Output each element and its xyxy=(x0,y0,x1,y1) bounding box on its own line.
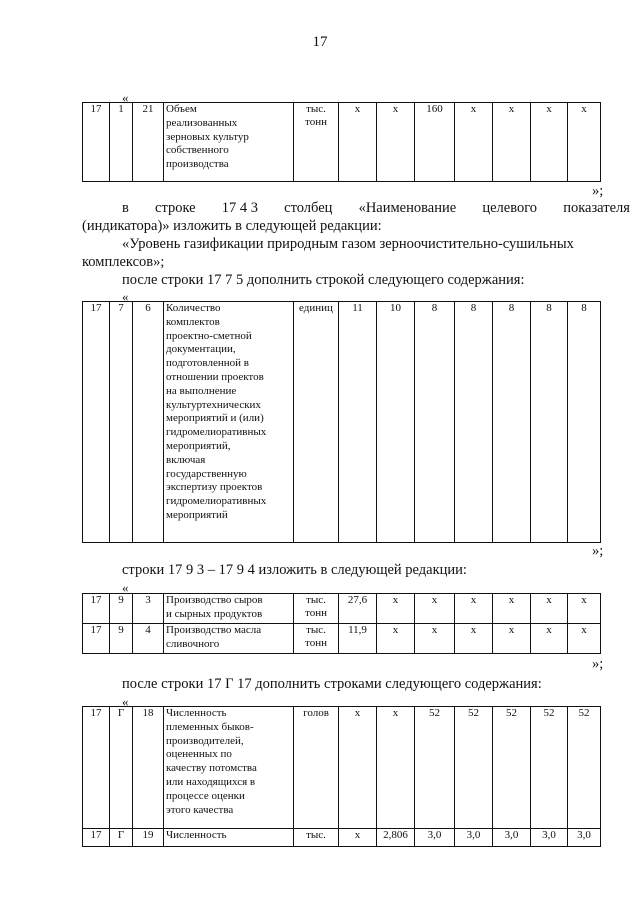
value: 8 xyxy=(455,302,493,543)
table-row xyxy=(83,707,601,829)
value: х xyxy=(531,103,568,182)
value: 3,0 xyxy=(455,829,493,847)
paragraph-line: «Уровень газификации природным газом зерноочистительно-сушильных xyxy=(122,236,574,252)
quote-close: »; xyxy=(592,656,604,672)
unit: голов xyxy=(294,707,339,829)
quote-open: « xyxy=(122,580,129,595)
value: х xyxy=(568,624,601,654)
code-2: 9 xyxy=(110,624,133,654)
quote-open: « xyxy=(122,90,129,105)
code-2: Г xyxy=(110,707,133,829)
code-1: 17 xyxy=(83,103,110,182)
value: х xyxy=(568,594,601,624)
unit: тыс. тонн xyxy=(294,594,339,624)
unit: единиц xyxy=(294,302,339,543)
paragraph-line: после строки 17 7 5 дополнить строкой следующего содержания: xyxy=(122,272,525,288)
value: х xyxy=(455,594,493,624)
paragraph-line: комплексов»; xyxy=(82,254,165,270)
code-2: 7 xyxy=(110,302,133,543)
value: х xyxy=(339,829,377,847)
value: х xyxy=(455,624,493,654)
value: 8 xyxy=(531,302,568,543)
code-3: 19 xyxy=(133,829,164,847)
paragraph-line: (индикатора)» изложить в следующей редакции: xyxy=(82,218,382,234)
code-1: 17 xyxy=(83,707,110,829)
value: 11 xyxy=(339,302,377,543)
value: 8 xyxy=(568,302,601,543)
value: х xyxy=(377,707,415,829)
table-row xyxy=(83,829,601,847)
value: 8 xyxy=(493,302,531,543)
indicator-name: Производство сыров и сырных продуктов xyxy=(164,594,294,624)
code-3: 6 xyxy=(133,302,164,543)
code-2: 1 xyxy=(110,103,133,182)
quote-open: « xyxy=(122,289,129,304)
quote-close: »; xyxy=(592,543,604,559)
unit: тыс. тонн xyxy=(294,624,339,654)
value: 3,0 xyxy=(568,829,601,847)
code-1: 17 xyxy=(83,829,110,847)
value: 3,0 xyxy=(415,829,455,847)
value: х xyxy=(377,103,415,182)
paragraph-line: в строке 17 4 3 столбец «Наименование целевого показателя xyxy=(122,200,630,216)
value: х xyxy=(531,624,568,654)
code-1: 17 xyxy=(83,302,110,543)
indicator-name: Численность племенных быков- производителей, оцененных по качеству потомства или находящихся в процессе оценки этого качества xyxy=(164,707,294,829)
value: х xyxy=(455,103,493,182)
indicator-name: Объем реализованных зерновых культур собственного производства xyxy=(164,103,294,182)
unit: тыс. xyxy=(294,829,339,847)
value: х xyxy=(493,624,531,654)
code-2: Г xyxy=(110,829,133,847)
indicator-name: Количество комплектов проектно-сметной документации, подготовленной в отношении проектов на выполнение культуртехнических мероприятий и (или) гидромелиоративных мероприятий, включая государственную экспертизу проектов гидромелиоративных мероприятий xyxy=(164,302,294,543)
table-row xyxy=(83,594,601,624)
value: 8 xyxy=(415,302,455,543)
code-3: 4 xyxy=(133,624,164,654)
value: 3,0 xyxy=(531,829,568,847)
table-row xyxy=(83,624,601,654)
table-row-17-1-21 xyxy=(82,102,601,182)
unit: тыс. тонн xyxy=(294,103,339,182)
value: 2,806 xyxy=(377,829,415,847)
value: х xyxy=(377,624,415,654)
table-row-17-7-6 xyxy=(82,301,601,543)
value: 52 xyxy=(568,707,601,829)
value: 160 xyxy=(415,103,455,182)
paragraph-line: после строки 17 Г 17 дополнить строками следующего содержания: xyxy=(122,676,542,692)
page-number: 17 xyxy=(312,34,328,50)
value: 10 xyxy=(377,302,415,543)
paragraph-line: строки 17 9 3 – 17 9 4 изложить в следующей редакции: xyxy=(122,562,467,578)
code-1: 17 xyxy=(83,594,110,624)
indicator-name: Производство масла сливочного xyxy=(164,624,294,654)
table-rows-17-9 xyxy=(82,593,601,654)
quote-open: « xyxy=(122,694,129,709)
value: х xyxy=(568,103,601,182)
code-3: 21 xyxy=(133,103,164,182)
value: х xyxy=(531,594,568,624)
value: 52 xyxy=(455,707,493,829)
value: 52 xyxy=(531,707,568,829)
indicator-name: Численность xyxy=(164,829,294,847)
code-1: 17 xyxy=(83,624,110,654)
value: х xyxy=(339,707,377,829)
value: 11,9 xyxy=(339,624,377,654)
value: х xyxy=(415,624,455,654)
value: 52 xyxy=(493,707,531,829)
value: 52 xyxy=(415,707,455,829)
code-3: 18 xyxy=(133,707,164,829)
quote-close: »; xyxy=(592,183,604,199)
value: х xyxy=(339,103,377,182)
value: х xyxy=(415,594,455,624)
value: х xyxy=(493,594,531,624)
value: 27,6 xyxy=(339,594,377,624)
code-3: 3 xyxy=(133,594,164,624)
value: х xyxy=(377,594,415,624)
value: 3,0 xyxy=(493,829,531,847)
code-2: 9 xyxy=(110,594,133,624)
table-rows-17-g xyxy=(82,706,601,847)
value: х xyxy=(493,103,531,182)
